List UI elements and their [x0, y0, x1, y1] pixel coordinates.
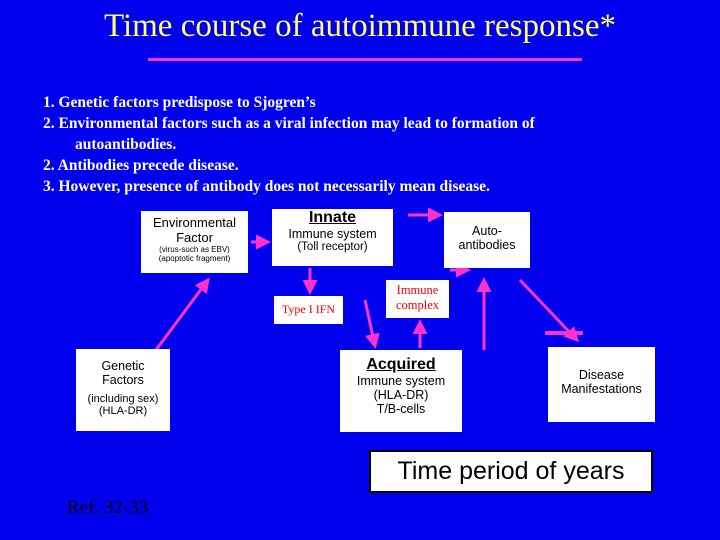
innate-immune-box: [272, 209, 393, 266]
arrow-genetic-to-environment: [150, 280, 208, 358]
disease-manifestations-box: [548, 347, 655, 422]
arrow-ifn-to-acquired: [365, 300, 375, 346]
acquired-heading: Acquired: [366, 356, 436, 373]
reference-note: Ref. 32-33: [67, 497, 149, 518]
autoantibodies-box: [444, 212, 530, 268]
environmental-note-2: (apoptotic fragment): [158, 254, 231, 263]
immune-complex-label-2: complex: [395, 298, 440, 312]
immune-complex-box: [386, 280, 449, 318]
acquired-label-1: Immune system: [356, 374, 446, 388]
genetic-note-2: (HLA-DR): [98, 405, 148, 417]
time-period-label: Time period of years: [397, 457, 625, 485]
autoantibodies-label-2: antibodies: [458, 238, 516, 252]
acquired-immune-box: [340, 350, 462, 432]
point-2-continued: autoantibodies.: [75, 136, 177, 153]
environmental-note-1: (virus-such as EBV): [159, 245, 230, 254]
genetic-factors-box: [76, 349, 170, 431]
innate-label-1: Immune system: [288, 227, 377, 241]
point-2: 2. Environmental factors such as a viral infection may lead to formation of: [43, 115, 535, 132]
time-period-box: [369, 450, 653, 493]
genetic-note-1: (including sex): [87, 393, 159, 405]
genetic-label-2: Factors: [102, 373, 144, 387]
innate-heading: Innate: [308, 209, 357, 226]
point-1: 1. Genetic factors predispose to Sjogren’s: [43, 94, 316, 111]
acquired-label-3: T/B-cells: [376, 402, 426, 416]
environmental-factor-box: [141, 211, 248, 273]
acquired-label-2: (HLA-DR): [373, 388, 429, 402]
point-3: 2. Antibodies precede disease.: [43, 157, 239, 174]
innate-label-2: (Toll receptor): [297, 241, 368, 253]
environmental-label-2: Factor: [176, 230, 213, 245]
autoantibodies-label-1: Auto-: [472, 224, 502, 238]
type1-ifn-label: Type I IFN: [281, 302, 336, 316]
genetic-label-1: Genetic: [101, 359, 145, 373]
environmental-label-1: Environmental: [152, 215, 237, 230]
point-4: 3. However, presence of antibody does not necessarily mean disease.: [43, 178, 490, 195]
type1-ifn-box: [274, 296, 343, 324]
page-title: Time course of autoimmune response*: [103, 8, 617, 44]
immune-complex-label-1: Immune: [396, 283, 439, 297]
disease-label-1: Disease: [578, 368, 625, 382]
disease-label-2: Manifestations: [561, 382, 642, 396]
